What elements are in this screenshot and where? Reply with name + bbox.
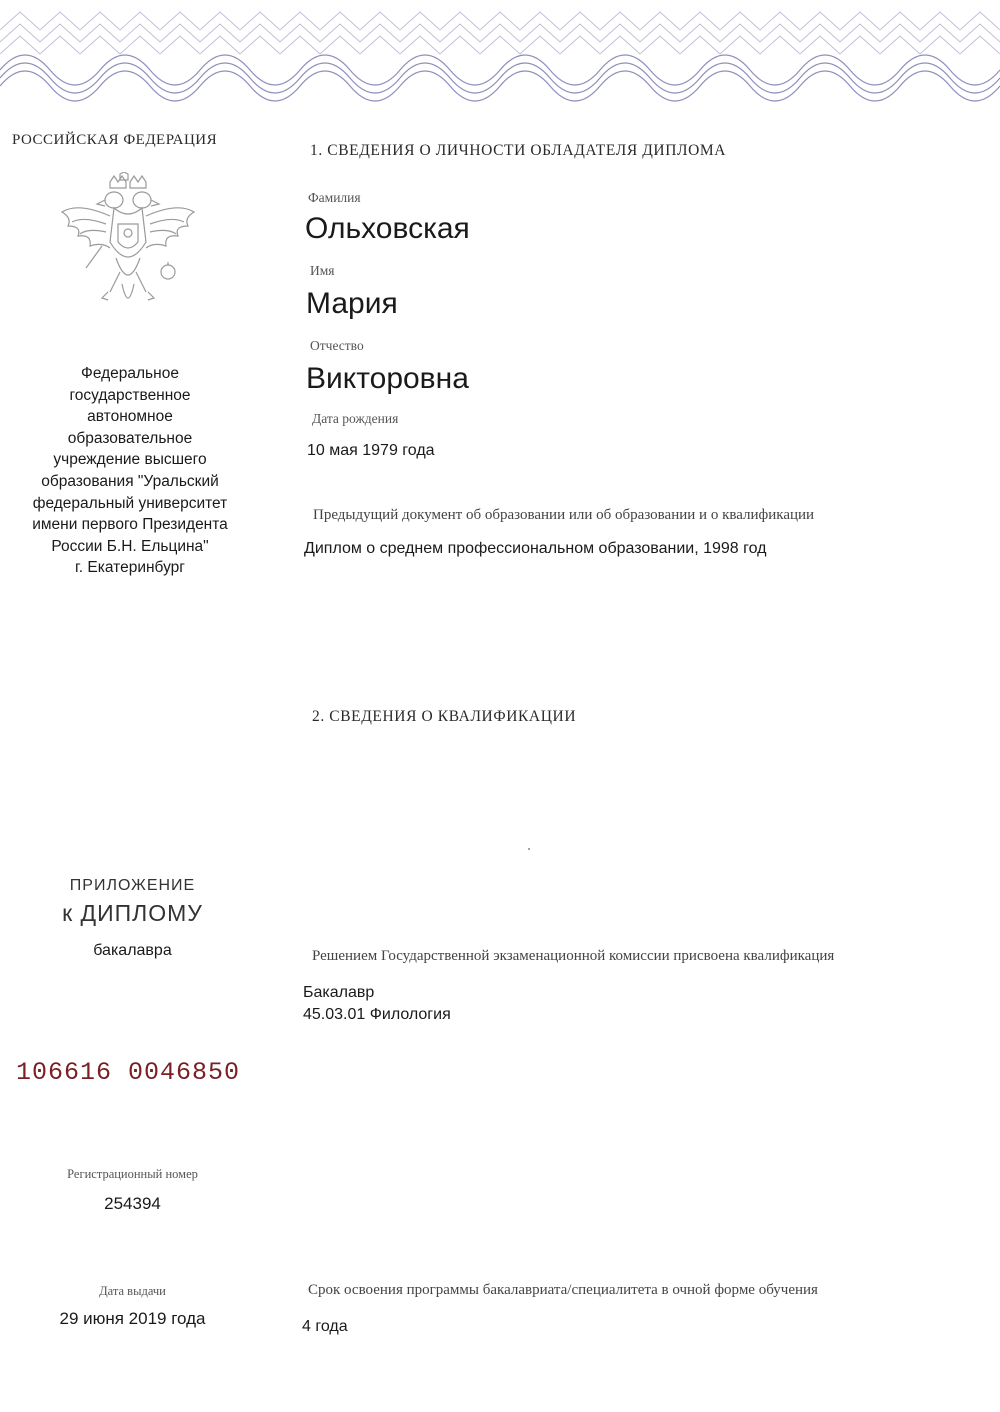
appendix-subtitle: к ДИПЛОМУ xyxy=(62,900,203,926)
guilloche-border xyxy=(0,0,1000,105)
university-line: государственное xyxy=(69,386,191,404)
section-1-title: 1. СВЕДЕНИЯ О ЛИЧНОСТИ ОБЛАДАТЕЛЯ ДИПЛОМА xyxy=(310,142,727,159)
university-line: автономное xyxy=(87,408,173,426)
university-name xyxy=(12,363,248,579)
qualification-value: Бакалавр xyxy=(303,984,375,1001)
university-line: России Б.Н. Ельцина" xyxy=(51,537,209,555)
university-line: учреждение высшего xyxy=(53,451,207,469)
country-name: РОССИЙСКАЯ ФЕДЕРАЦИЯ xyxy=(12,132,218,148)
study-duration-label: Срок освоения программы бакалавриата/специалитета в очной форме обучения xyxy=(308,1282,818,1298)
previous-document-value: Диплом о среднем профессиональном образовании, 1998 год xyxy=(304,540,767,557)
appendix-title: ПРИЛОЖЕНИЕ xyxy=(69,877,196,894)
program-value: 45.03.01 Филология xyxy=(303,1006,451,1023)
patronymic-label: Отчество xyxy=(310,338,364,353)
surname-label: Фамилия xyxy=(308,190,361,205)
previous-document-label: Предыдущий документ об образовании или об образовании и о квалификации xyxy=(313,507,815,523)
issue-date-label: Дата выдачи xyxy=(99,1284,166,1298)
section-2-title: 2. СВЕДЕНИЯ О КВАЛИФИКАЦИИ xyxy=(312,708,577,725)
issue-date: 29 июня 2019 года xyxy=(59,1309,206,1328)
name-value: Мария xyxy=(306,287,398,320)
birth-date-label: Дата рождения xyxy=(312,411,399,426)
registration-number-label: Регистрационный номер xyxy=(67,1167,198,1181)
university-line: г. Екатеринбург xyxy=(75,559,185,577)
patronymic-value: Викторовна xyxy=(306,362,469,395)
serial-number: 106616 0046850 xyxy=(16,1058,241,1087)
study-duration-value: 4 года xyxy=(302,1318,348,1335)
university-line: Федеральное xyxy=(81,365,179,382)
name-label: Имя xyxy=(310,263,335,278)
birth-date-value: 10 мая 1979 года xyxy=(307,442,435,459)
qualification-decision-label: Решением Государственной экзаменационной комиссии присвоена квалификация xyxy=(312,948,835,964)
surname-value: Ольховская xyxy=(305,212,470,245)
university-line: образования "Уральский xyxy=(41,472,219,490)
print-speck xyxy=(528,848,530,850)
university-line: образовательное xyxy=(67,429,193,447)
university-line: федеральный университет xyxy=(32,494,228,512)
russian-coat-of-arms-icon xyxy=(48,172,208,332)
degree-level: бакалавра xyxy=(93,942,172,959)
university-line: имени первого Президента xyxy=(32,516,228,534)
registration-number: 254394 xyxy=(104,1194,161,1213)
